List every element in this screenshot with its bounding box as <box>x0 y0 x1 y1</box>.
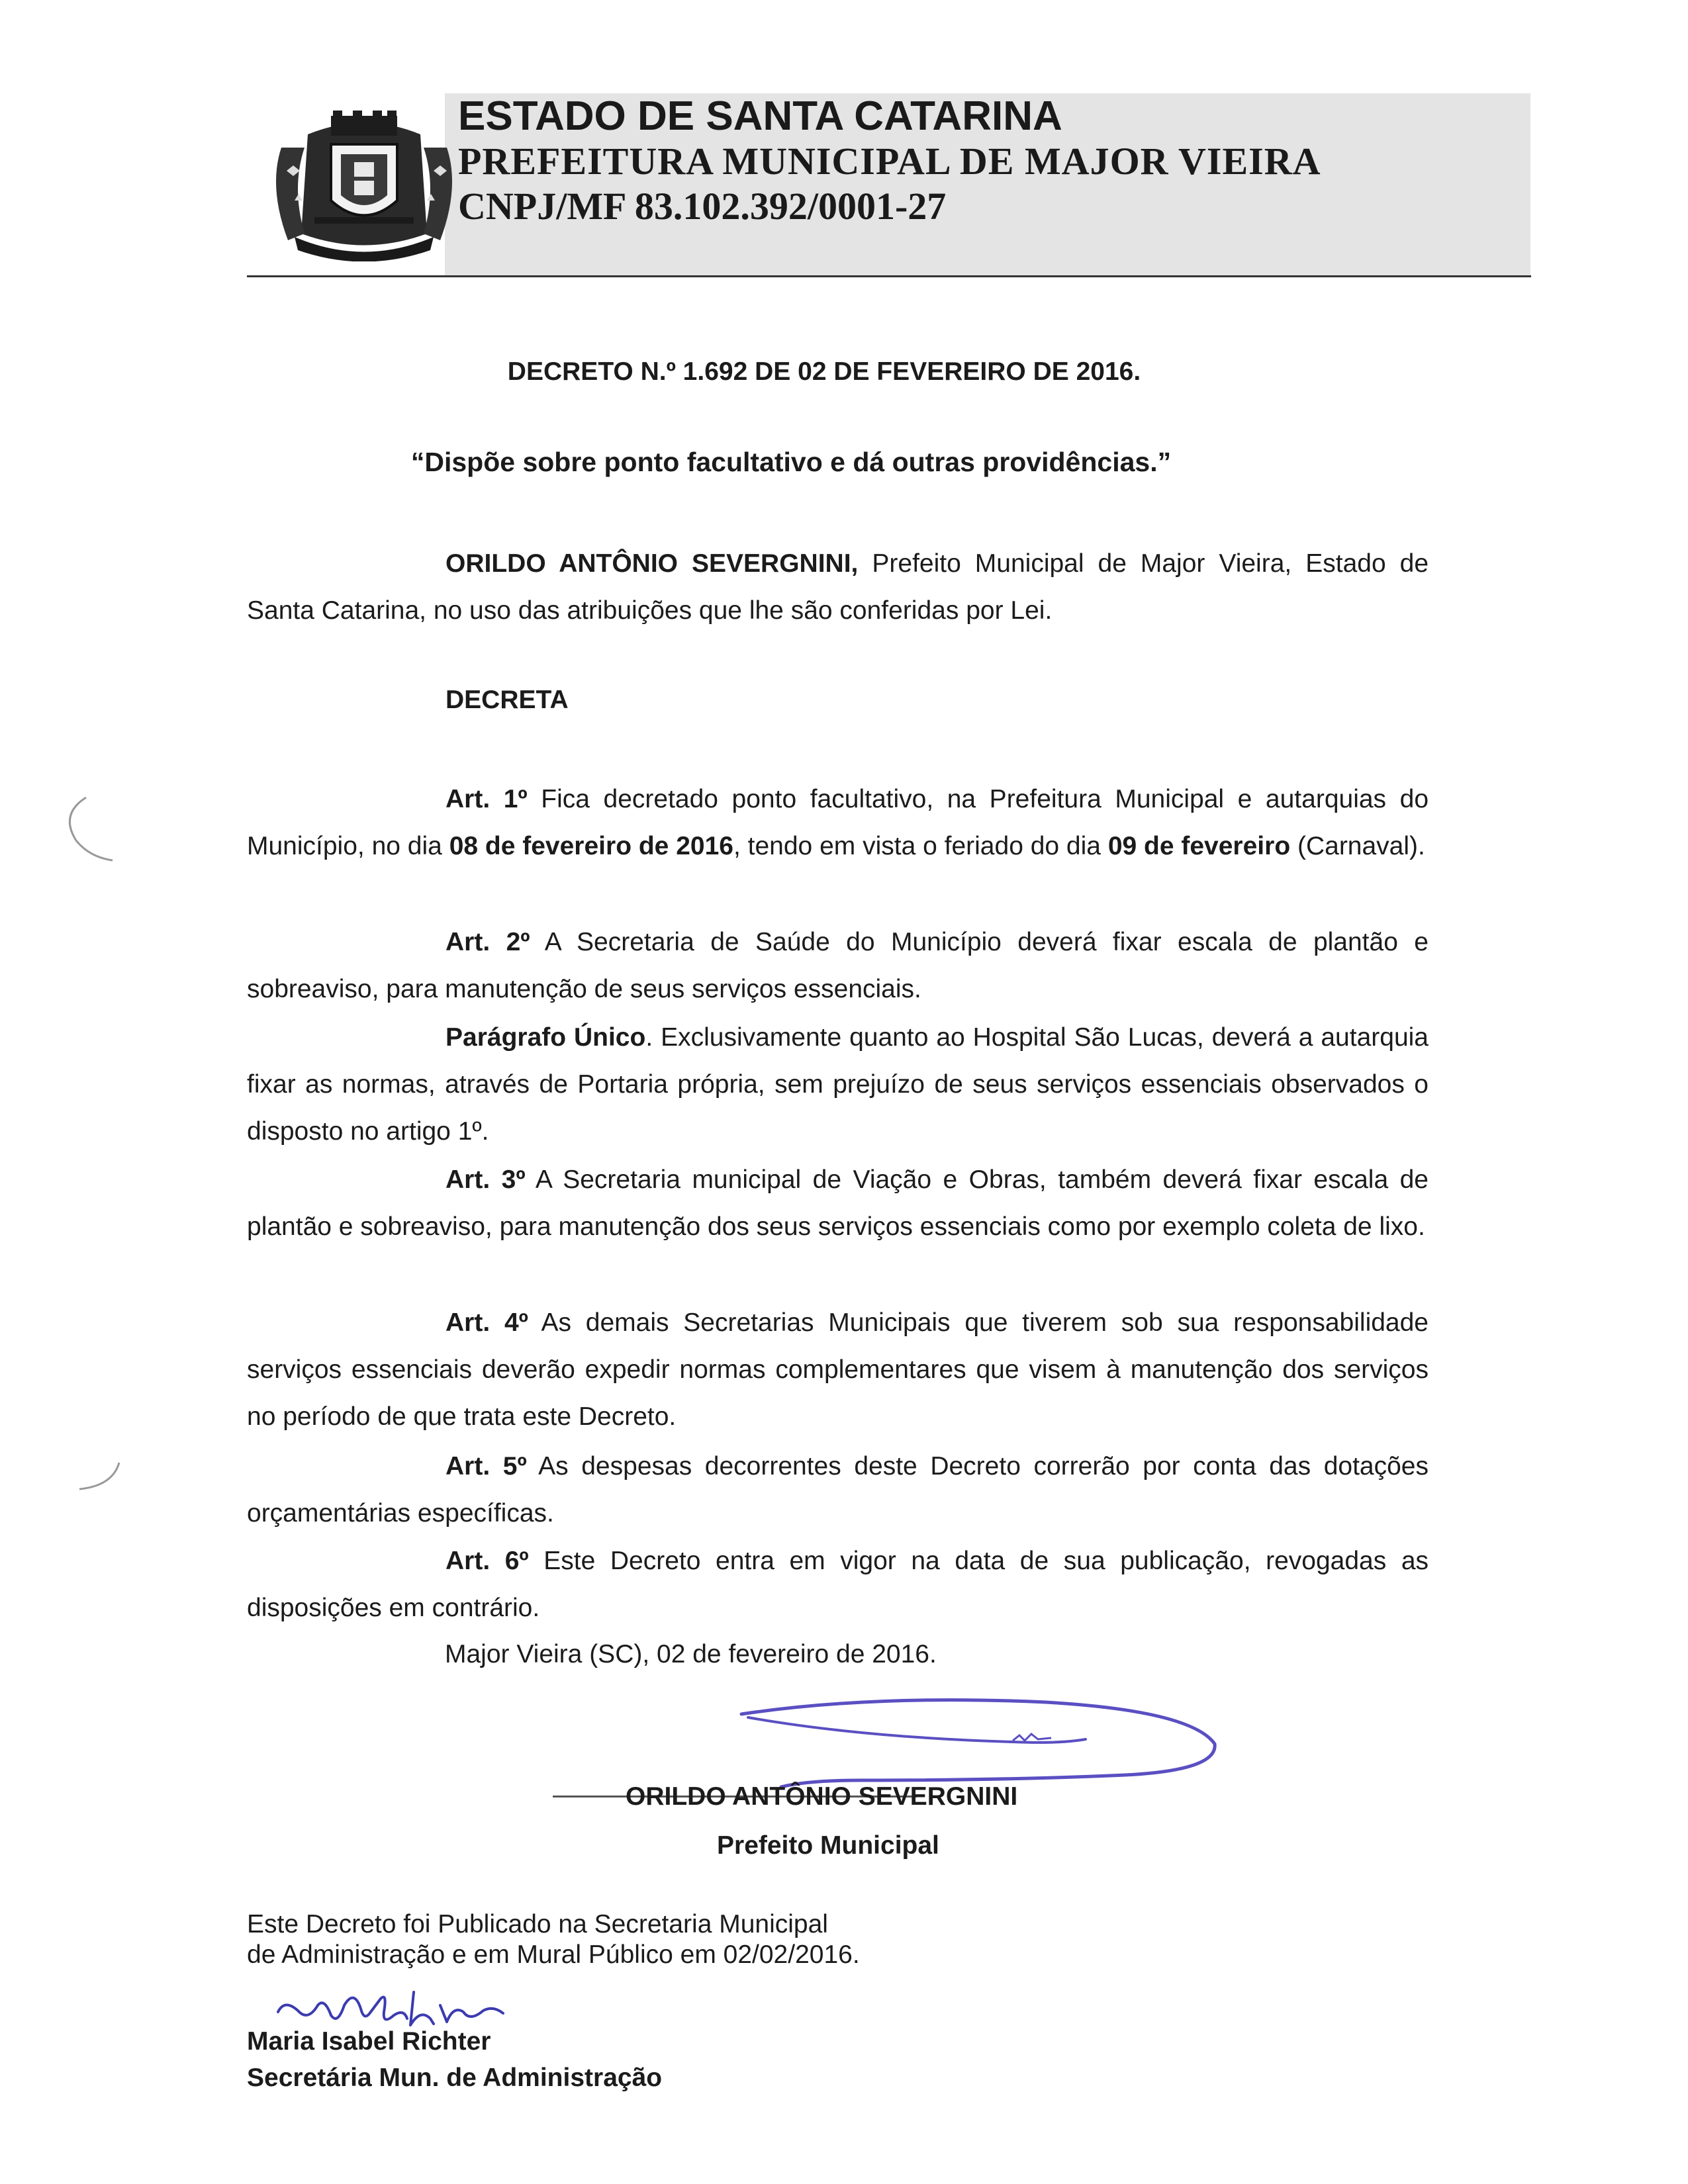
article-6 <box>247 1537 1429 1631</box>
article-4 <box>247 1299 1429 1440</box>
decreta-heading: DECRETA <box>445 686 569 714</box>
scan-punch-hole-mark <box>46 794 119 874</box>
mayor-role: Prefeito Municipal <box>717 1831 939 1860</box>
article-1-text-c: (Carnaval). <box>1290 832 1425 860</box>
article-1 <box>247 776 1429 870</box>
place-date: Major Vieira (SC), 02 de fevereiro de 2016. <box>445 1640 937 1668</box>
scan-punch-hole-mark <box>73 1456 126 1496</box>
article-5 <box>247 1443 1429 1537</box>
header-prefeitura-name: PREFEITURA MUNICIPAL DE MAJOR VIEIRA <box>458 140 1321 183</box>
paragrafo-unico-text: . Exclusivamente quanto ao Hospital São Lucas, deverá a autarquia fixar as normas, através de Portaria própria, sem prejuízo de seus serviços essenciais observados o disposto no artigo 1º. <box>247 1023 1429 1146</box>
article-3 <box>247 1156 1429 1250</box>
preamble-name: ORILDO ANTÔNIO SEVERGNINI, <box>445 549 859 578</box>
article-1-text-b: , tendo em vista o feriado do dia <box>733 832 1108 860</box>
article-6-label: Art. 6º <box>445 1547 529 1575</box>
article-2 <box>247 919 1429 1013</box>
publication-line-2: de Administração e em Mural Público em 02/02/2016. <box>247 1940 860 1969</box>
header-state-name: ESTADO DE SANTA CATARINA <box>458 93 1062 139</box>
coat-of-arms-icon <box>268 108 460 261</box>
article-1-holiday: 09 de fevereiro <box>1107 832 1291 860</box>
header-cnpj: CNPJ/MF 83.102.392/0001-27 <box>458 185 947 228</box>
article-4-label: Art. 4º <box>445 1308 528 1337</box>
article-1-label: Art. 1º <box>445 785 528 813</box>
article-6-text: Este Decreto entra em vigor na data de sua publicação, revogadas as disposições em contrário. <box>247 1547 1429 1622</box>
secretary-role: Secretária Mun. de Administração <box>247 2064 663 2092</box>
secretary-name: Maria Isabel Richter <box>247 2027 491 2056</box>
decree-title: DECRETO N.º 1.692 DE 02 DE FEVEREIRO DE 2016. <box>507 357 1141 386</box>
paragrafo-unico-label: Parágrafo Único <box>445 1023 646 1052</box>
publication-line-1: Este Decreto foi Publicado na Secretaria Municipal <box>247 1910 828 1938</box>
article-4-text: As demais Secretarias Municipais que tiverem sob sua responsabilidade serviços essenciais deverão expedir normas complementares que visem à manutenção dos serviços no período de que trata este Decreto. <box>247 1308 1429 1431</box>
article-2-label: Art. 2º <box>445 928 530 956</box>
article-1-date: 08 de fevereiro de 2016 <box>449 832 733 860</box>
preamble-text: Prefeito Municipal de Major Vieira, Estado de Santa Catarina, no uso das atribuições que lhe são conferidas por Lei. <box>247 549 1429 625</box>
article-1-text-a: Fica decretado ponto facultativo, na Prefeitura Municipal e autarquias do Município, no dia <box>247 785 1429 860</box>
article-3-text: A Secretaria municipal de Viação e Obras, também deverá fixar escala de plantão e sobreaviso, para manutenção dos seus serviços essenciais como por exemplo coleta de lixo. <box>247 1165 1429 1241</box>
publication-note <box>247 1909 860 1970</box>
article-5-label: Art. 5º <box>445 1452 527 1480</box>
header-divider <box>247 275 1531 277</box>
article-5-text: As despesas decorrentes deste Decreto correrão por conta das dotações orçamentárias específicas. <box>247 1452 1429 1527</box>
mayor-name: ORILDO ANTÔNIO SEVERGNINI <box>626 1782 1018 1811</box>
paragrafo-unico <box>247 1014 1429 1155</box>
article-3-label: Art. 3º <box>445 1165 526 1194</box>
decree-ementa: “Dispõe sobre ponto facultativo e dá outras providências.” <box>410 447 1172 477</box>
preamble-paragraph <box>247 540 1429 634</box>
article-2-text: A Secretaria de Saúde do Município deverá fixar escala de plantão e sobreaviso, para manutenção de seus serviços essenciais. <box>247 928 1429 1003</box>
